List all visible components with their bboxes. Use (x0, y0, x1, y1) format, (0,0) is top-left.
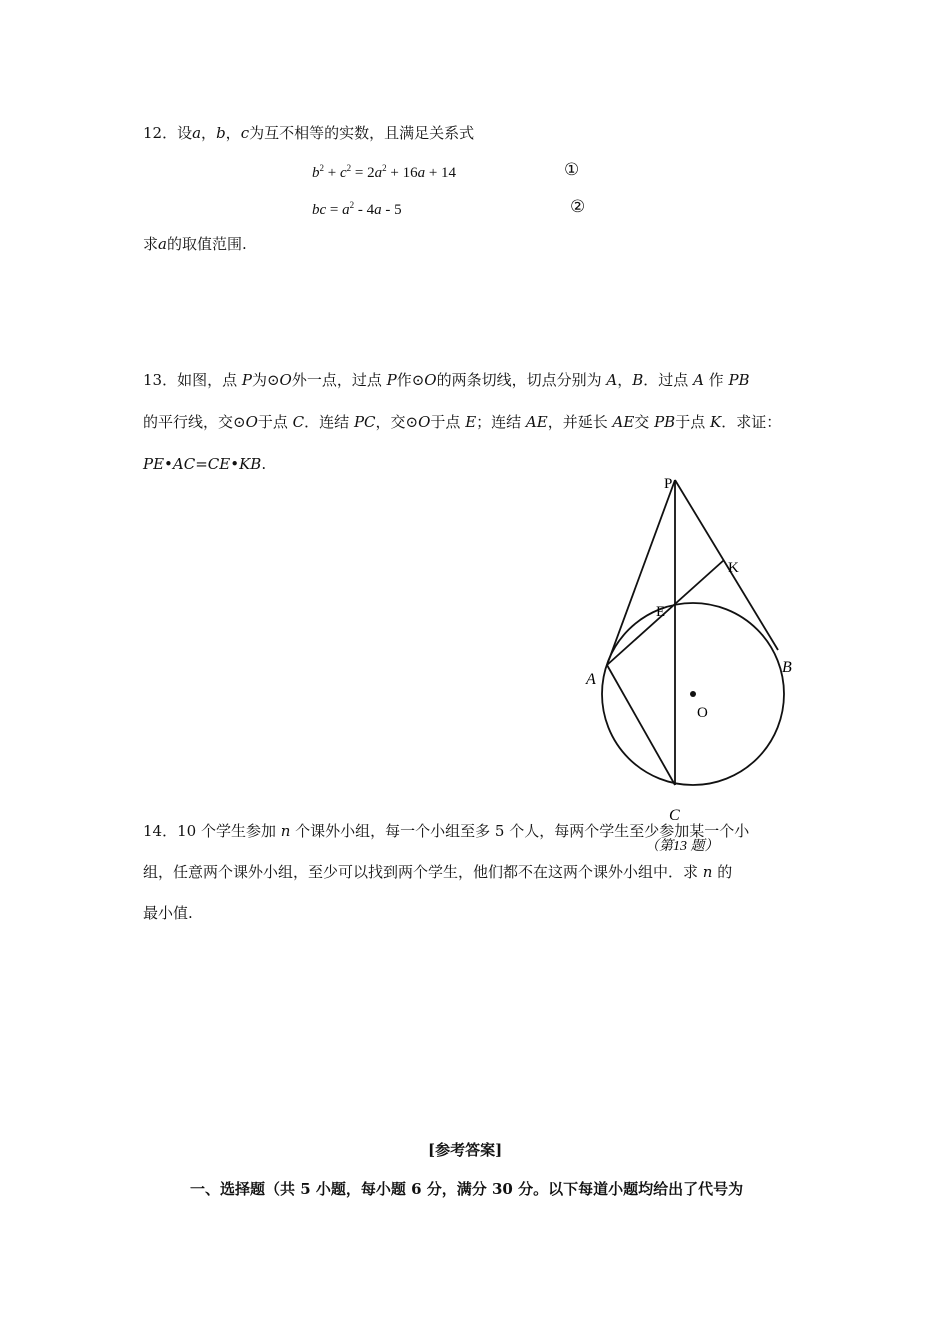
q14-line-1 (143, 821, 749, 841)
text-segment: n (280, 822, 291, 840)
text-segment: • (230, 455, 240, 473)
text-segment: 交 (634, 413, 655, 431)
text-segment: . (261, 455, 267, 473)
text-segment: B (632, 371, 644, 389)
q12-stem: 12．设a，b，c为互不相等的实数，且满足关系式 (143, 124, 475, 142)
text-segment: ， (617, 371, 633, 389)
text-segment: O (418, 413, 431, 431)
text-segment: ．过点 (643, 371, 694, 389)
label-e: E (656, 604, 666, 620)
tangent-pa (607, 480, 675, 665)
text-segment: ，交⊙ (375, 413, 419, 431)
text-segment: PB (728, 371, 750, 389)
text-segment: 外一点，过点 (291, 371, 387, 389)
text-segment: 个课外小组，每一个小组至多 5 个人，每两个学生至少参加某一个小 (290, 822, 750, 840)
answers-title: [参考答案] (428, 1141, 503, 1159)
equation-1: $b^2 + c^2 = 2a^2 + 16a + 14$ (312, 163, 457, 181)
text-segment: 13．如图，点 (143, 371, 242, 389)
label-a: A (586, 671, 596, 688)
text-segment: 作⊙ (396, 371, 425, 389)
figure-caption: （第13 题） (645, 839, 719, 854)
tangent-pb (675, 480, 778, 650)
text-segment: ．求证： (721, 413, 782, 431)
text-segment: PE (143, 455, 165, 473)
text-segment: n (702, 863, 713, 881)
text-segment: 最小值. (143, 904, 193, 922)
q14-line-3 (143, 903, 193, 923)
label-c: C (669, 807, 680, 824)
text-segment: O (424, 371, 437, 389)
label-o: O (697, 705, 708, 721)
label-k: K (728, 560, 739, 576)
text-segment: 为⊙ (251, 371, 280, 389)
text-segment: E (465, 413, 477, 431)
text-segment: AE (525, 413, 548, 431)
text-segment: 于点 (257, 413, 293, 431)
line-ac (607, 665, 675, 785)
text-segment: P (241, 371, 252, 389)
text-segment: 于点 (675, 413, 710, 431)
text-segment: = (195, 455, 208, 473)
text-segment: KB (239, 455, 262, 473)
text-segment: PB (654, 413, 676, 431)
text-segment: 于点 (430, 413, 466, 431)
center-dot (690, 691, 696, 697)
text-segment: ．连结 (304, 413, 354, 431)
q14-line-2 (143, 862, 732, 882)
text-segment: AC (172, 455, 196, 473)
label-b: B (782, 659, 792, 676)
text-segment: O (279, 371, 292, 389)
text-segment: 组，任意两个课外小组，至少可以找到两个学生，他们都不在这两个课外小组中．求 (143, 863, 703, 881)
equation-2-marker: ② (570, 197, 586, 217)
text-segment: 14．10 个学生参加 (143, 822, 281, 840)
text-segment: 的平行线，交⊙ (143, 413, 246, 431)
label-p: P (664, 476, 673, 492)
text-segment: 的两条切线，切点分别为 (436, 371, 607, 389)
q12-ask: 求a的取值范围. (143, 235, 247, 253)
text-segment: 的 (712, 863, 733, 881)
answers-section-1: 一、选择题（共 5 小题，每小题 6 分，满分 30 分。以下每道小题均给出了代号为 (190, 1180, 744, 1198)
equation-1-marker: ① (564, 160, 580, 180)
text-segment: CE (207, 455, 231, 473)
equation-2: bc = $a^2 - 4a - 5$ (312, 200, 402, 218)
text-segment: • (164, 455, 173, 473)
text-segment: C (292, 413, 305, 431)
text-segment: AE (612, 413, 635, 431)
text-segment: PC (353, 413, 376, 431)
line-ak (607, 560, 724, 665)
text-segment: P (386, 371, 397, 389)
text-segment: A (693, 371, 704, 389)
text-segment: ；连结 (476, 413, 526, 431)
text-segment: A (606, 371, 618, 389)
text-segment: 作 (703, 371, 729, 389)
text-segment: K (709, 413, 722, 431)
text-segment: O (245, 413, 258, 431)
text-segment: ，并延长 (547, 413, 613, 431)
